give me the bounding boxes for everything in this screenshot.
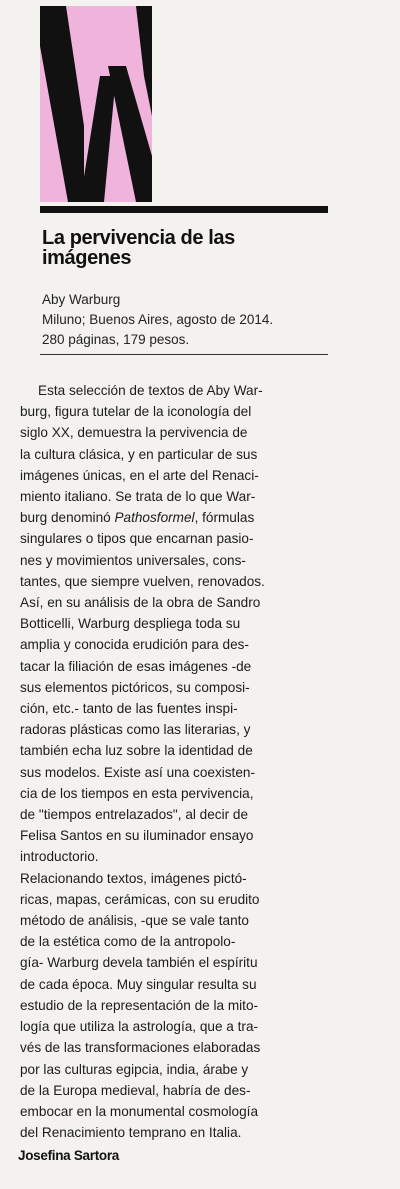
review-line: de "tiempos entrelazados", al decir de bbox=[20, 807, 249, 823]
review-line: siglo XX, demuestra la pervivencia de bbox=[20, 425, 248, 441]
review-line: Relacionando textos, imágenes pictó- bbox=[20, 870, 247, 886]
review-line: gía- Warburg devela también el espíritu bbox=[20, 955, 258, 971]
review-line: burg denominó Pathosformel, fórmulas bbox=[20, 510, 255, 526]
review-line: miento italiano. Se trata de lo que War- bbox=[20, 489, 256, 505]
book-metadata bbox=[42, 290, 332, 350]
review-line: logía que utiliza la astrología, que a tra- bbox=[20, 1019, 259, 1035]
review-line: del Renacimiento temprano en Italia. bbox=[20, 1125, 242, 1141]
divider bbox=[40, 354, 328, 355]
review-line: de cada época. Muy singular resulta su bbox=[20, 976, 257, 992]
review-line: sus elementos pictóricos, su composi- bbox=[20, 679, 250, 695]
book-title-line: La pervivencia de las bbox=[42, 227, 235, 249]
review-line: de la Europa medieval, habría de des- bbox=[20, 1082, 251, 1098]
review-line: ción, etc.- tanto de las fuentes inspi- bbox=[20, 701, 238, 717]
book-cover-image bbox=[40, 6, 152, 202]
review-line: estudio de la representación de la mito- bbox=[20, 997, 259, 1013]
review-line: embocar en la monumental cosmología bbox=[20, 1103, 259, 1119]
review-text bbox=[20, 380, 338, 1143]
book-cover-w-logo-icon bbox=[40, 6, 152, 202]
review-line: Así, en su análisis de la obra de Sandro bbox=[20, 595, 261, 611]
header-rule bbox=[40, 206, 328, 213]
review-line: método de análisis, -que se vale tanto bbox=[20, 913, 249, 929]
review-line: la cultura clásica, y en particular de sus bbox=[20, 446, 258, 462]
review-line: cia de los tiempos en esta pervivencia, bbox=[20, 785, 254, 801]
book-title bbox=[42, 228, 332, 268]
review-line: por las culturas egipcia, india, árabe y bbox=[20, 1061, 249, 1077]
review-line: Felisa Santos en su iluminador ensayo bbox=[20, 828, 254, 844]
review-line: singulares o tipos que encarnan pasio- bbox=[20, 531, 254, 547]
review-line: tacar la filiación de esas imágenes -de bbox=[20, 658, 252, 674]
book-author: Aby Warburg bbox=[42, 292, 121, 307]
review-line: burg, figura tutelar de la iconología del bbox=[20, 404, 252, 420]
review-line: Botticelli, Warburg despliega toda su bbox=[20, 616, 241, 632]
book-title-line: imágenes bbox=[42, 247, 132, 269]
book-publication: Miluno; Buenos Aires, agosto de 2014. bbox=[42, 312, 274, 327]
review-line: tantes, que siempre vuelven, renovados. bbox=[20, 573, 265, 589]
review-line: imágenes únicas, en el arte del Renaci- bbox=[20, 467, 259, 483]
reviewer-name: Josefina Sartora bbox=[18, 1148, 119, 1163]
review-line: nes y movimientos universales, cons- bbox=[20, 552, 246, 568]
review-line: también echa luz sobre la identidad de bbox=[20, 743, 253, 759]
review-line: ricas, mapas, cerámicas, con su erudito bbox=[20, 891, 260, 907]
book-details: 280 páginas, 179 pesos. bbox=[42, 332, 190, 347]
review-line: vés de las transformaciones elaboradas bbox=[20, 1040, 261, 1056]
review-line: sus modelos. Existe así una coexisten- bbox=[20, 764, 255, 780]
review-line: radoras plásticas como las literarias, y bbox=[20, 722, 251, 738]
review-line: amplia y conocida erudición para des- bbox=[20, 637, 249, 653]
review-line: Esta selección de textos de Aby War- bbox=[38, 383, 263, 398]
review-line: introductorio. bbox=[20, 849, 99, 865]
review-line: de la estética como de la antropolo- bbox=[20, 934, 236, 950]
